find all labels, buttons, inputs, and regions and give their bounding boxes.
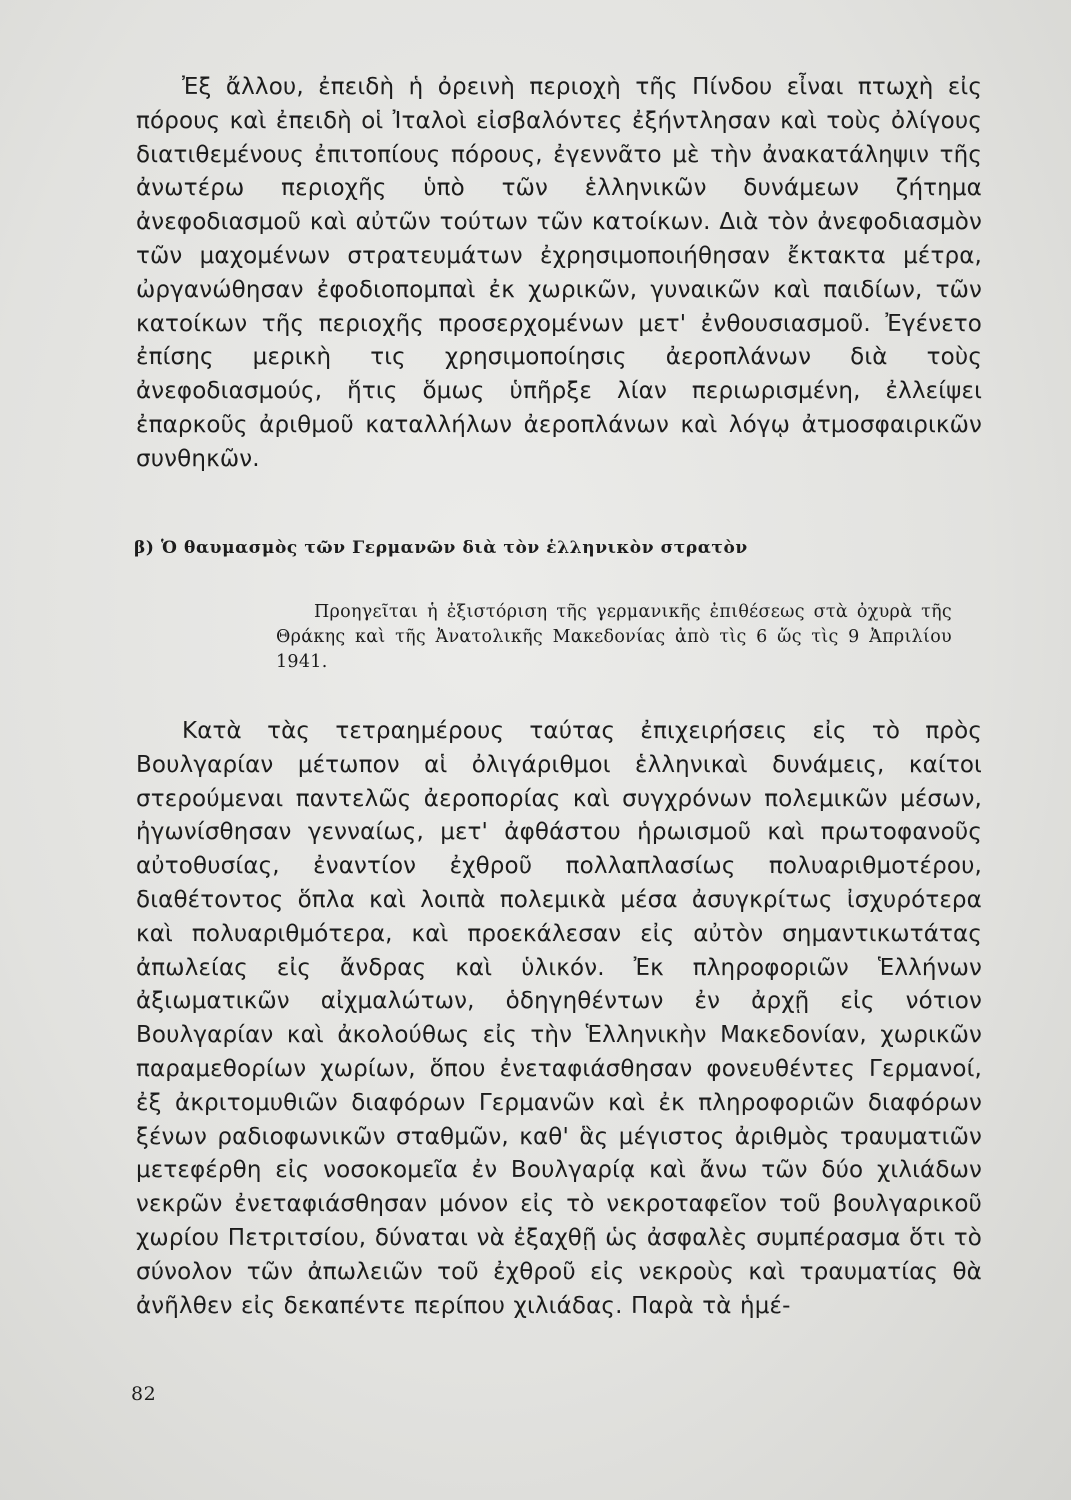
page-number: 82 — [131, 1383, 157, 1405]
section-heading: β) Ὁ θαυμασμὸς τῶν Γερμανῶν διὰ τὸν ἑλληνικὸν στρατὸν — [134, 538, 748, 558]
section-epigraph — [276, 600, 952, 675]
body-paragraph-2 — [136, 715, 982, 1323]
body-paragraph-1-text: Ἐξ ἄλλου, ἐπειδὴ ἡ ὀρεινὴ περιοχὴ τῆς Πίνδου εἶναι πτωχὴ εἰς πόρους καὶ ἐπειδὴ οἱ Ἰταλοὶ εἰσβαλόντες ἐξήντλησαν καὶ τοὺς ὀλίγους διατιθεμένους ἐπιτοπίους πόρους, ἐγεννᾶτο μὲ τὴν ἀνακατάληψιν τῆς ἀνωτέρω περιοχῆς ὑπὸ τῶν ἑλληνικῶν δυνάμεων ζήτημα ἀνεφοδιασμοῦ καὶ αὐτῶν τούτων τῶν κατοίκων. Διὰ τὸν ἀνεφοδιασμὸν τῶν μαχομένων στρατευμάτων ἐχρησιμοποιήθησαν ἔκτακτα μέτρα, ὠργανώθησαν ἐφοδιοπομπαὶ ἐκ χωρικῶν, γυναικῶν καὶ παιδίων, τῶν κατοίκων τῆς περιοχῆς προσερχομένων μετ' ἐνθουσιασμοῦ. Ἐγένετο ἐπίσης μερικὴ τις χρησιμοποίησις ἀεροπλάνων διὰ τοὺς ἀνεφοδιασμούς, ἥτις ὅμως ὑπῆρξε λίαν περιωρισμένη, ἐλλείψει ἐπαρκοῦς ἀριθμοῦ καταλλήλων ἀεροπλάνων καὶ λόγῳ ἀτμοσφαιρικῶν συνθηκῶν. — [136, 74, 982, 472]
section-epigraph-text: Προηγεῖται ἡ ἐξιστόριση τῆς γερμανικῆς ἐπιθέσεως στὰ ὀχυρὰ τῆς Θράκης καὶ τῆς Ἀνατολικῆς Μακεδονίας ἀπὸ τὶς 6 ὥς τὶς 9 Ἀπριλίου 1941. — [276, 602, 952, 672]
body-paragraph-2-text: Κατὰ τὰς τετραημέρους ταύτας ἐπιχειρήσεις εἰς τὸ πρὸς Βουλγαρίαν μέτωπον αἱ ὀλιγάριθμοι ἑλληνικαὶ δυνάμεις, καίτοι στερούμεναι παντελῶς ἀεροπορίας καὶ συγχρόνων πολεμικῶν μέσων, ἠγωνίσθησαν γενναίως, μετ' ἀφθάστου ἡρωισμοῦ καὶ πρωτοφανοῦς αὐτοθυσίας, ἐναντίον ἐχθροῦ πολλαπλασίως πολυαριθμοτέρου, διαθέτοντος ὅπλα καὶ λοιπὰ πολεμικὰ μέσα ἀσυγκρίτως ἰσχυρότερα καὶ πολυαριθμότερα, καὶ προεκάλεσαν εἰς αὐτὸν σημαντικωτάτας ἀπωλείας εἰς ἄνδρας καὶ ὑλικόν. Ἐκ πληροφοριῶν Ἑλλήνων ἀξιωματικῶν αἰχμαλώτων, ὁδηγηθέντων ἐν ἀρχῇ εἰς νότιον Βουλγαρίαν καὶ ἀκολούθως εἰς τὴν Ἑλληνικὴν Μακεδονίαν, χωρικῶν παραμεθορίων χωρίων, ὅπου ἐνεταφιάσθησαν φονευθέντες Γερμανοί, ἐξ ἀκριτομυθιῶν διαφόρων Γερμανῶν καὶ ἐκ πληροφοριῶν διαφόρων ξένων ραδιοφωνικῶν σταθμῶν, καθ' ἃς μέγιστος ἀριθμὸς τραυματιῶν μετεφέρθη εἰς νοσοκομεῖα ἐν Βουλγαρίᾳ καὶ ἄνω τῶν δύο χιλιάδων νεκρῶν ἐνεταφιάσθησαν μόνον εἰς τὸ νεκροταφεῖον τοῦ βουλγαρικοῦ χωρίου Πετριτσίου, δύναται νὰ ἐξαχθῇ ὡς ἀσφαλὲς συμπέρασμα ὅτι τὸ σύνολον τῶν ἀπωλειῶν τοῦ ἐχθροῦ εἰς νεκροὺς καὶ τραυματίας θὰ ἀνῆλθεν εἰς δεκαπέντε περίπου χιλιάδας. Παρὰ τὰ ἡμέ- — [136, 718, 982, 1319]
body-paragraph-1 — [136, 71, 982, 477]
